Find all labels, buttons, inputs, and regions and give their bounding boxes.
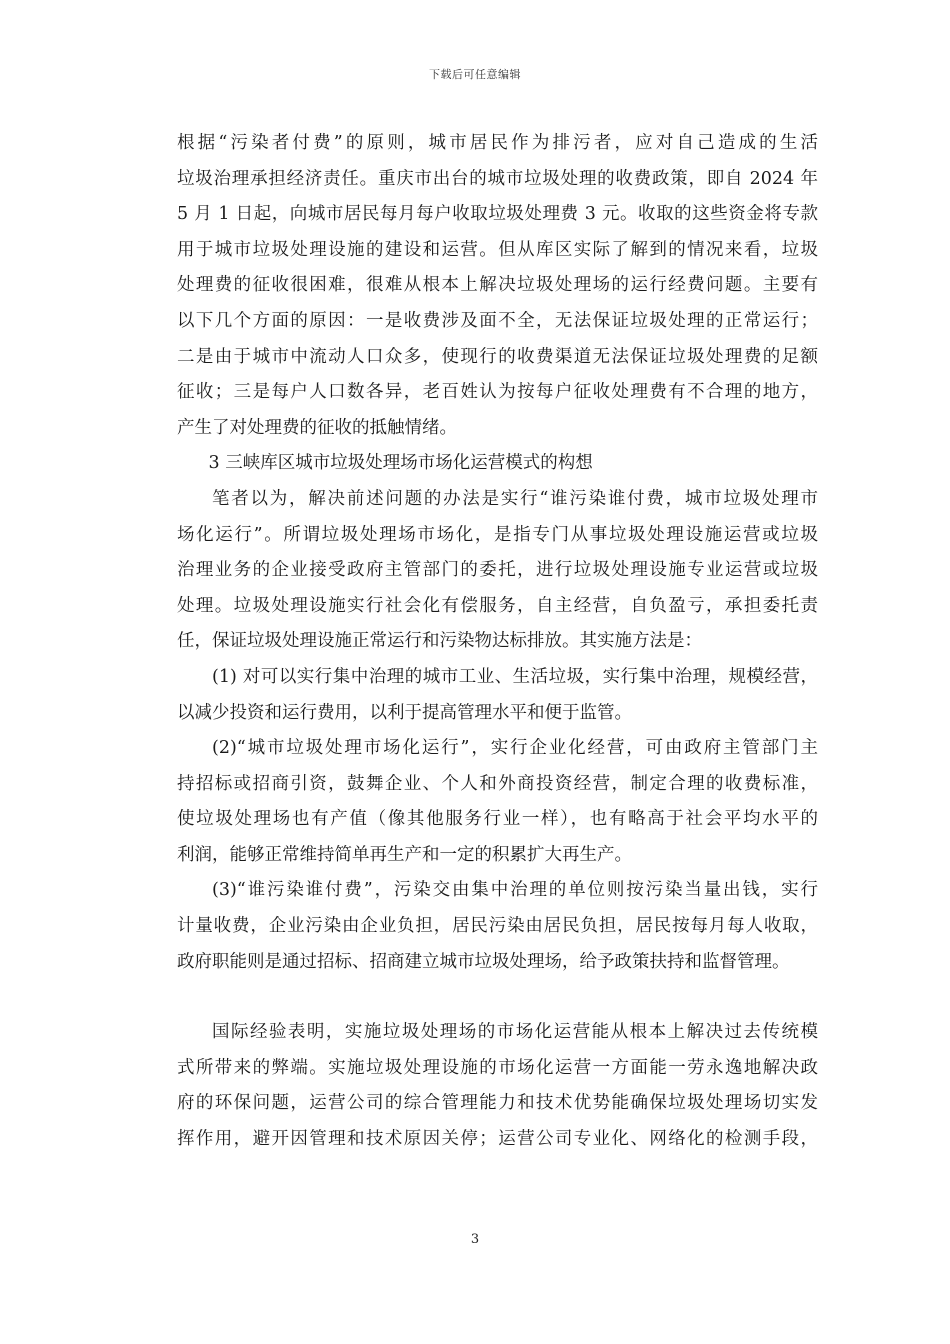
text-line: 二是由于城市中流动人口众多，使现行的收费渠道无法保证垃圾处理费的足额 [177, 346, 818, 367]
text-line: (3)“谁污染谁付费”，污染交由集中治理的单位则按污染当量出钱，实行 [212, 880, 818, 901]
text-line: 国际经验表明，实施垃圾处理场的市场化运营能从根本上解决过去传统模 [212, 1022, 818, 1043]
page-number: 3 [470, 1232, 480, 1247]
paragraph-market-operation [142, 482, 818, 660]
text-line: 产生了对处理费的征收的抵触情绪。 [177, 417, 457, 438]
text-line: 以下几个方面的原因：一是收费涉及面不全，无法保证垃圾处理的正常运行； [177, 310, 818, 331]
text-line: (1) 对可以实行集中治理的城市工业、生活垃圾，实行集中治理，规模经营， [212, 666, 818, 687]
section-heading-text: 3 三峡库区城市垃圾处理场市场化运营模式的构想 [208, 453, 593, 474]
paragraph-international-experience [142, 1015, 818, 1157]
text-line: 处理。垃圾处理设施实行社会化有偿服务，自主经营，自负盈亏，承担委托责 [177, 595, 818, 616]
text-line: 政府职能则是通过招标、招商建立城市垃圾处理场，给予政策扶持和监督管理。 [177, 951, 790, 972]
list-item-1 [142, 660, 818, 731]
text-line: 挥作用，避开因管理和技术原因关停；运营公司专业化、网络化的检测手段， [177, 1129, 818, 1150]
text-line: 场化运行”。所谓垃圾处理场市场化，是指专门从事垃圾处理设施运营或垃圾 [177, 524, 818, 545]
list-item-3 [142, 873, 818, 980]
section-heading [142, 446, 818, 482]
text-line: 笔者以为，解决前述问题的办法是实行“谁污染谁付费，城市垃圾处理市 [212, 488, 818, 509]
paragraph-gap [142, 980, 818, 1015]
text-line: 处理费的征收很困难，很难从根本上解决垃圾处理场的运行经费问题。主要有 [177, 275, 818, 296]
text-line: 式所带来的弊端。实施垃圾处理设施的市场化运营一方面能一劳永逸地解决政 [177, 1057, 818, 1078]
document-body [142, 126, 818, 1158]
text-line: 计量收费，企业污染由企业负担，居民污染由居民负担，居民按每月每人收取， [177, 916, 818, 937]
text-line: 利润，能够正常维持简单再生产和一定的积累扩大再生产。 [177, 844, 632, 865]
text-line: 根据“污染者付费”的原则，城市居民作为排污者，应对自己造成的生活 [177, 133, 818, 153]
text-line: 持招标或招商引资，鼓舞企业、个人和外商投资经营，制定合理的收费标准， [177, 773, 818, 794]
text-line: 以减少投资和运行费用，以利于提高管理水平和便于监管。 [177, 702, 632, 723]
header-note: 下载后可任意编辑 [429, 68, 521, 81]
text-line: 治理业务的企业接受政府主管部门的委托，进行垃圾处理设施专业运营或垃圾 [177, 560, 818, 581]
paragraph-fee-policy [142, 126, 818, 446]
text-line: (2)“城市垃圾处理市场化运行”，实行企业化经营，可由政府主管部门主 [212, 738, 818, 759]
text-line: 征收；三是每户人口数各异，老百姓认为按每户征收处理费有不合理的地方， [177, 382, 818, 403]
text-line: 使垃圾处理场也有产值（像其他服务行业一样），也有略高于社会平均水平的 [177, 809, 818, 830]
text-line: 用于城市垃圾处理设施的建设和运营。但从库区实际了解到的情况来看，垃圾 [177, 239, 818, 260]
text-line: 府的环保问题，运营公司的综合管理能力和技术优势能确保垃圾处理场切实发 [177, 1093, 818, 1114]
text-line: 垃圾治理承担经济责任。重庆市出台的城市垃圾处理的收费政策，即自 2024 年 [177, 168, 818, 189]
list-item-2 [142, 731, 818, 873]
text-line: 任，保证垃圾处理设施正常运行和污染物达标排放。其实施方法是： [177, 631, 702, 652]
text-line: 5 月 1 日起，向城市居民每月每户收取垃圾处理费 3 元。收取的这些资金将专款 [177, 204, 818, 225]
